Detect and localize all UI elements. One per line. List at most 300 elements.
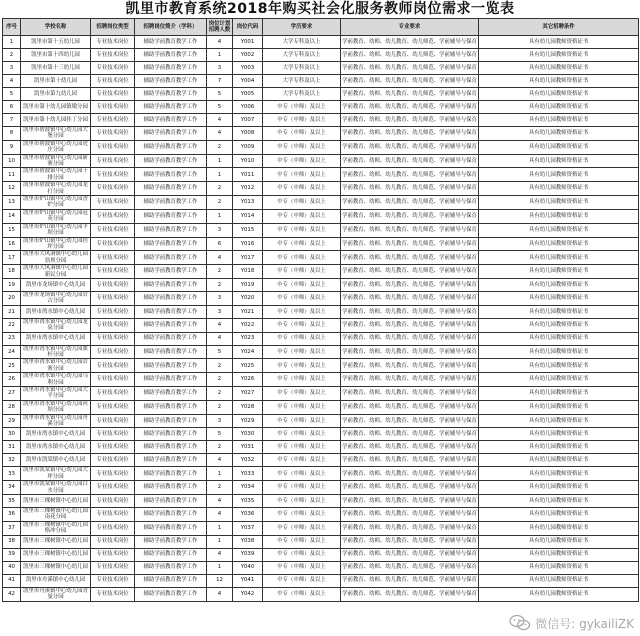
table-row	[3, 49, 639, 62]
cell-school-name: 凯里市湾水镇中心幼儿园乌利分园	[21, 373, 91, 387]
cell-post-brief: 辅助学前教育教学工作	[135, 535, 207, 548]
cell-school-name: 凯里市第十幼儿园挂丁分园	[21, 114, 91, 127]
cell-education: 大学专科及以上	[263, 36, 341, 49]
table-row	[3, 548, 639, 561]
cell-post-code: Y038	[233, 535, 263, 548]
cell-row-index: 30	[3, 428, 21, 441]
cell-other-requirement: 具有幼儿园教师资格证书	[479, 454, 639, 467]
table-row	[3, 88, 639, 101]
cell-education: 中专（中师）及以上	[263, 114, 341, 127]
cell-headcount: 2	[207, 441, 233, 454]
table-row	[3, 209, 639, 223]
table-row	[3, 561, 639, 574]
cell-row-index: 17	[3, 251, 21, 265]
cell-other-requirement: 具有幼儿园教师资格证书	[479, 101, 639, 114]
cell-post-code: Y007	[233, 114, 263, 127]
cell-school-name: 凯里市凯棠镇中心幼儿园大坪分园	[21, 467, 91, 481]
cell-row-index: 15	[3, 223, 21, 237]
cell-row-index: 22	[3, 318, 21, 332]
cell-post-brief: 辅助学前教育教学工作	[135, 318, 207, 332]
cell-school-name: 凯里市湾水镇中心幼儿园	[21, 305, 91, 318]
cell-major: 学前教育、幼师、幼儿教育、幼儿师范、学前辅导与保育	[341, 237, 479, 251]
cell-headcount: 1	[207, 467, 233, 481]
cell-school-name: 凯里市三棵树镇中心幼儿园	[21, 535, 91, 548]
cell-post-code: Y033	[233, 467, 263, 481]
cell-school-name: 凯里市大风洞镇中心幼儿园新民分园	[21, 265, 91, 279]
cell-post-code: Y018	[233, 265, 263, 279]
cell-post-brief: 辅助学前教育教学工作	[135, 441, 207, 454]
cell-post-type: 专业技术岗位	[91, 373, 135, 387]
table-row	[3, 265, 639, 279]
cell-education: 中专（中师）及以上	[263, 140, 341, 154]
cell-headcount: 2	[207, 265, 233, 279]
cell-post-type: 专业技术岗位	[91, 548, 135, 561]
wechat-icon	[509, 614, 531, 632]
cell-post-code: Y017	[233, 251, 263, 265]
cell-headcount: 3	[207, 414, 233, 428]
header-cell-other: 其它招聘条件	[479, 19, 639, 36]
table-row	[3, 414, 639, 428]
cell-major: 学前教育、幼师、幼儿教育、幼儿师范、学前辅导与保育	[341, 88, 479, 101]
cell-row-index: 38	[3, 535, 21, 548]
cell-other-requirement: 具有幼儿园教师资格证书	[479, 414, 639, 428]
cell-post-brief: 辅助学前教育教学工作	[135, 114, 207, 127]
cell-other-requirement: 具有幼儿园教师资格证书	[479, 373, 639, 387]
cell-post-code: Y001	[233, 36, 263, 49]
cell-major: 学前教育、幼师、幼儿教育、幼儿师范、学前辅导与保育	[341, 265, 479, 279]
cell-education: 中专（中师）及以上	[263, 251, 341, 265]
cell-education: 中专（中师）及以上	[263, 441, 341, 454]
cell-other-requirement: 具有幼儿园教师资格证书	[479, 587, 639, 601]
cell-other-requirement: 具有幼儿园教师资格证书	[479, 535, 639, 548]
cell-major: 学前教育、幼师、幼儿教育、幼儿师范、学前辅导与保育	[341, 36, 479, 49]
cell-school-name: 凯里市三棵树镇中心幼儿园格冲分园	[21, 521, 91, 535]
cell-post-type: 专业技术岗位	[91, 454, 135, 467]
cell-post-brief: 辅助学前教育教学工作	[135, 414, 207, 428]
cell-headcount: 2	[207, 387, 233, 401]
cell-education: 中专（中师）及以上	[263, 332, 341, 345]
recruitment-table	[2, 18, 639, 602]
table-row	[3, 508, 639, 522]
cell-post-type: 专业技术岗位	[91, 400, 135, 414]
cell-major: 学前教育、幼师、幼儿教育、幼儿师范、学前辅导与保育	[341, 140, 479, 154]
cell-post-brief: 辅助学前教育教学工作	[135, 62, 207, 75]
cell-row-index: 6	[3, 101, 21, 114]
cell-other-requirement: 具有幼儿园教师资格证书	[479, 428, 639, 441]
cell-row-index: 33	[3, 467, 21, 481]
cell-row-index: 5	[3, 88, 21, 101]
cell-post-code: Y042	[233, 587, 263, 601]
cell-major: 学前教育、幼师、幼儿教育、幼儿师范、学前辅导与保育	[341, 127, 479, 141]
cell-row-index: 35	[3, 495, 21, 508]
cell-post-brief: 辅助学前教育教学工作	[135, 36, 207, 49]
cell-headcount: 5	[207, 88, 233, 101]
cell-other-requirement: 具有幼儿园教师资格证书	[479, 127, 639, 141]
cell-post-brief: 辅助学前教育教学工作	[135, 101, 207, 114]
cell-education: 中专（中师）及以上	[263, 265, 341, 279]
cell-major: 学前教育、幼师、幼儿教育、幼儿师范、学前辅导与保育	[341, 587, 479, 601]
cell-headcount: 4	[207, 318, 233, 332]
cell-other-requirement: 具有幼儿园教师资格证书	[479, 359, 639, 373]
cell-school-name: 凯里市第十四幼儿园	[21, 49, 91, 62]
cell-other-requirement: 具有幼儿园教师资格证书	[479, 182, 639, 196]
cell-post-code: Y019	[233, 278, 263, 291]
cell-headcount: 4	[207, 548, 233, 561]
cell-post-type: 专业技术岗位	[91, 414, 135, 428]
cell-post-brief: 辅助学前教育教学工作	[135, 548, 207, 561]
cell-major: 学前教育、幼师、幼儿教育、幼儿师范、学前辅导与保育	[341, 467, 479, 481]
cell-school-name: 凯里市碧波镇中心幼儿园干排分园	[21, 168, 91, 182]
cell-major: 学前教育、幼师、幼儿教育、幼儿师范、学前辅导与保育	[341, 114, 479, 127]
cell-post-type: 专业技术岗位	[91, 251, 135, 265]
cell-other-requirement: 具有幼儿园教师资格证书	[479, 548, 639, 561]
cell-post-code: Y003	[233, 62, 263, 75]
cell-education: 中专（中师）及以上	[263, 454, 341, 467]
cell-education: 中专（中师）及以上	[263, 521, 341, 535]
cell-education: 中专（中师）及以上	[263, 168, 341, 182]
cell-post-code: Y034	[233, 481, 263, 495]
cell-post-code: Y006	[233, 101, 263, 114]
cell-major: 学前教育、幼师、幼儿教育、幼儿师范、学前辅导与保育	[341, 535, 479, 548]
table-row	[3, 495, 639, 508]
cell-other-requirement: 具有幼儿园教师资格证书	[479, 400, 639, 414]
table-row	[3, 587, 639, 601]
cell-education: 中专（中师）及以上	[263, 495, 341, 508]
cell-post-code: Y036	[233, 508, 263, 522]
cell-post-brief: 辅助学前教育教学工作	[135, 127, 207, 141]
cell-post-type: 专业技术岗位	[91, 49, 135, 62]
cell-row-index: 39	[3, 548, 21, 561]
cell-post-brief: 辅助学前教育教学工作	[135, 587, 207, 601]
cell-post-type: 专业技术岗位	[91, 237, 135, 251]
cell-major: 学前教育、幼师、幼儿教育、幼儿师范、学前辅导与保育	[341, 291, 479, 305]
cell-post-type: 专业技术岗位	[91, 209, 135, 223]
cell-post-type: 专业技术岗位	[91, 561, 135, 574]
table-row	[3, 535, 639, 548]
cell-school-name: 凯里市湾水镇中心幼儿园	[21, 428, 91, 441]
cell-major: 学前教育、幼师、幼儿教育、幼儿师范、学前辅导与保育	[341, 495, 479, 508]
cell-headcount: 3	[207, 291, 233, 305]
cell-education: 中专（中师）及以上	[263, 508, 341, 522]
cell-post-code: Y041	[233, 574, 263, 587]
cell-post-type: 专业技术岗位	[91, 114, 135, 127]
cell-major: 学前教育、幼师、幼儿教育、幼儿师范、学前辅导与保育	[341, 332, 479, 345]
cell-major: 学前教育、幼师、幼儿教育、幼儿师范、学前辅导与保育	[341, 508, 479, 522]
cell-other-requirement: 具有幼儿园教师资格证书	[479, 291, 639, 305]
cell-headcount: 6	[207, 237, 233, 251]
cell-post-code: Y023	[233, 332, 263, 345]
cell-headcount: 2	[207, 481, 233, 495]
cell-post-type: 专业技术岗位	[91, 223, 135, 237]
cell-post-code: Y025	[233, 359, 263, 373]
cell-row-index: 8	[3, 127, 21, 141]
cell-post-type: 专业技术岗位	[91, 101, 135, 114]
cell-row-index: 28	[3, 400, 21, 414]
watermark	[509, 614, 634, 632]
cell-post-code: Y030	[233, 428, 263, 441]
cell-row-index: 4	[3, 75, 21, 88]
cell-school-name: 凯里市三棵树镇中心幼儿园	[21, 495, 91, 508]
cell-education: 中专（中师）及以上	[263, 154, 341, 168]
cell-post-code: Y031	[233, 441, 263, 454]
cell-post-type: 专业技术岗位	[91, 75, 135, 88]
cell-post-type: 专业技术岗位	[91, 467, 135, 481]
cell-school-name: 凯里市湾水镇中心幼儿园河坝分园	[21, 400, 91, 414]
cell-major: 学前教育、幼师、幼儿教育、幼儿师范、学前辅导与保育	[341, 561, 479, 574]
cell-headcount: 2	[207, 359, 233, 373]
cell-headcount: 1	[207, 154, 233, 168]
cell-school-name: 凯里市三棵树镇中心幼儿园南花分园	[21, 508, 91, 522]
cell-row-index: 3	[3, 62, 21, 75]
cell-education: 中专（中师）及以上	[263, 305, 341, 318]
cell-post-type: 专业技术岗位	[91, 481, 135, 495]
cell-other-requirement: 具有幼儿园教师资格证书	[479, 332, 639, 345]
cell-other-requirement: 具有幼儿园教师资格证书	[479, 561, 639, 574]
cell-post-brief: 辅助学前教育教学工作	[135, 251, 207, 265]
cell-post-type: 专业技术岗位	[91, 318, 135, 332]
cell-post-code: Y020	[233, 291, 263, 305]
cell-school-name: 凯里市湾水镇中心幼儿园	[21, 441, 91, 454]
cell-post-type: 专业技术岗位	[91, 587, 135, 601]
cell-post-code: Y012	[233, 182, 263, 196]
cell-other-requirement: 具有幼儿园教师资格证书	[479, 36, 639, 49]
cell-school-name: 凯里市碧波镇中心幼儿园大堡分园	[21, 127, 91, 141]
cell-major: 学前教育、幼师、幼儿教育、幼儿师范、学前辅导与保育	[341, 182, 479, 196]
cell-other-requirement: 具有幼儿园教师资格证书	[479, 251, 639, 265]
cell-row-index: 42	[3, 587, 21, 601]
cell-row-index: 23	[3, 332, 21, 345]
header-cell-education: 学历要求	[263, 19, 341, 36]
cell-school-name: 凯里市大风洞镇中心幼儿园翁坝分园	[21, 251, 91, 265]
cell-post-brief: 辅助学前教育教学工作	[135, 196, 207, 210]
cell-school-name: 凯里市炉山镇中心幼儿园冠英分园	[21, 209, 91, 223]
table-row	[3, 441, 639, 454]
cell-major: 学前教育、幼师、幼儿教育、幼儿师范、学前辅导与保育	[341, 251, 479, 265]
cell-post-brief: 辅助学前教育教学工作	[135, 561, 207, 574]
table-row	[3, 75, 639, 88]
cell-other-requirement: 具有幼儿园教师资格证书	[479, 88, 639, 101]
cell-post-code: Y011	[233, 168, 263, 182]
cell-major: 学前教育、幼师、幼儿教育、幼儿师范、学前辅导与保育	[341, 168, 479, 182]
table-row	[3, 467, 639, 481]
cell-post-brief: 辅助学前教育教学工作	[135, 168, 207, 182]
cell-education: 中专（中师）及以上	[263, 373, 341, 387]
cell-post-type: 专业技术岗位	[91, 508, 135, 522]
cell-post-code: Y040	[233, 561, 263, 574]
cell-other-requirement: 具有幼儿园教师资格证书	[479, 441, 639, 454]
cell-post-brief: 辅助学前教育教学工作	[135, 467, 207, 481]
cell-post-brief: 辅助学前教育教学工作	[135, 291, 207, 305]
cell-post-brief: 辅助学前教育教学工作	[135, 88, 207, 101]
cell-headcount: 3	[207, 223, 233, 237]
header-cell-major: 专业要求	[341, 19, 479, 36]
cell-post-type: 专业技术岗位	[91, 196, 135, 210]
cell-headcount: 2	[207, 196, 233, 210]
cell-post-brief: 辅助学前教育教学工作	[135, 373, 207, 387]
cell-school-name: 凯里市第十三幼儿园	[21, 62, 91, 75]
cell-post-type: 专业技术岗位	[91, 154, 135, 168]
table-row	[3, 223, 639, 237]
cell-major: 学前教育、幼师、幼儿教育、幼儿师范、学前辅导与保育	[341, 548, 479, 561]
cell-major: 学前教育、幼师、幼儿教育、幼儿师范、学前辅导与保育	[341, 441, 479, 454]
cell-post-brief: 辅助学前教育教学工作	[135, 400, 207, 414]
cell-major: 学前教育、幼师、幼儿教育、幼儿师范、学前辅导与保育	[341, 481, 479, 495]
table-row	[3, 251, 639, 265]
cell-education: 中专（中师）及以上	[263, 587, 341, 601]
cell-other-requirement: 具有幼儿园教师资格证书	[479, 62, 639, 75]
table-row	[3, 237, 639, 251]
cell-major: 学前教育、幼师、幼儿教育、幼儿师范、学前辅导与保育	[341, 101, 479, 114]
cell-education: 中专（中师）及以上	[263, 223, 341, 237]
cell-post-code: Y022	[233, 318, 263, 332]
cell-education: 中专（中师）及以上	[263, 535, 341, 548]
cell-row-index: 12	[3, 182, 21, 196]
header-cell-post-code: 岗位代码	[233, 19, 263, 36]
cell-major: 学前教育、幼师、幼儿教育、幼儿师范、学前辅导与保育	[341, 414, 479, 428]
cell-major: 学前教育、幼师、幼儿教育、幼儿师范、学前辅导与保育	[341, 428, 479, 441]
cell-school-name: 凯里市湾水镇中心幼儿园龙泉分园	[21, 318, 91, 332]
cell-headcount: 1	[207, 521, 233, 535]
cell-post-code: Y005	[233, 88, 263, 101]
table-row	[3, 521, 639, 535]
cell-post-type: 专业技术岗位	[91, 265, 135, 279]
cell-school-name: 凯里市碧波镇中心幼儿园虎庄分园	[21, 140, 91, 154]
cell-headcount: 4	[207, 587, 233, 601]
cell-post-brief: 辅助学前教育教学工作	[135, 481, 207, 495]
cell-education: 大学专科及以上	[263, 62, 341, 75]
cell-headcount: 4	[207, 508, 233, 522]
cell-headcount: 5	[207, 428, 233, 441]
cell-headcount: 2	[207, 278, 233, 291]
cell-post-brief: 辅助学前教育教学工作	[135, 495, 207, 508]
cell-other-requirement: 具有幼儿园教师资格证书	[479, 481, 639, 495]
cell-headcount: 2	[207, 140, 233, 154]
cell-row-index: 36	[3, 508, 21, 522]
cell-headcount: 5	[207, 345, 233, 359]
cell-school-name: 凯里市三棵树镇中心幼儿园	[21, 548, 91, 561]
cell-headcount: 4	[207, 454, 233, 467]
cell-post-code: Y002	[233, 49, 263, 62]
cell-post-type: 专业技术岗位	[91, 182, 135, 196]
cell-major: 学前教育、幼师、幼儿教育、幼儿师范、学前辅导与保育	[341, 345, 479, 359]
cell-other-requirement: 具有幼儿园教师资格证书	[479, 75, 639, 88]
watermark-text: 微信号: gykailiZK	[535, 616, 634, 631]
cell-headcount: 3	[207, 305, 233, 318]
table-row	[3, 62, 639, 75]
table-row	[3, 387, 639, 401]
cell-major: 学前教育、幼师、幼儿教育、幼儿师范、学前辅导与保育	[341, 318, 479, 332]
cell-other-requirement: 具有幼儿园教师资格证书	[479, 265, 639, 279]
cell-row-index: 18	[3, 265, 21, 279]
cell-major: 学前教育、幼师、幼儿教育、幼儿师范、学前辅导与保育	[341, 75, 479, 88]
cell-school-name: 凯里市三棵树镇中心幼儿园	[21, 561, 91, 574]
cell-row-index: 11	[3, 168, 21, 182]
cell-other-requirement: 具有幼儿园教师资格证书	[479, 305, 639, 318]
cell-other-requirement: 具有幼儿园教师资格证书	[479, 168, 639, 182]
cell-headcount: 4	[207, 36, 233, 49]
cell-post-brief: 辅助学前教育教学工作	[135, 209, 207, 223]
table-row	[3, 114, 639, 127]
cell-headcount: 7	[207, 75, 233, 88]
cell-row-index: 31	[3, 441, 21, 454]
cell-other-requirement: 具有幼儿园教师资格证书	[479, 209, 639, 223]
cell-education: 中专（中师）及以上	[263, 209, 341, 223]
cell-education: 中专（中师）及以上	[263, 359, 341, 373]
header-cell-school: 学校名称	[21, 19, 91, 36]
cell-post-code: Y026	[233, 373, 263, 387]
cell-post-code: Y009	[233, 140, 263, 154]
cell-post-code: Y035	[233, 495, 263, 508]
cell-major: 学前教育、幼师、幼儿教育、幼儿师范、学前辅导与保育	[341, 223, 479, 237]
cell-row-index: 16	[3, 237, 21, 251]
cell-post-brief: 辅助学前教育教学工作	[135, 154, 207, 168]
cell-other-requirement: 具有幼儿园教师资格证书	[479, 345, 639, 359]
cell-row-index: 20	[3, 291, 21, 305]
cell-school-name: 凯里市凯棠镇中心幼儿园白水分园	[21, 481, 91, 495]
cell-post-brief: 辅助学前教育教学工作	[135, 49, 207, 62]
cell-school-name: 凯里市炉山镇中心幼儿园平坝分园	[21, 223, 91, 237]
cell-school-name: 凯里市炉山镇中心幼儿园挂坪分园	[21, 237, 91, 251]
cell-education: 中专（中师）及以上	[263, 291, 341, 305]
cell-school-name: 凯里市第九幼儿园	[21, 88, 91, 101]
cell-row-index: 1	[3, 36, 21, 49]
cell-post-code: Y027	[233, 387, 263, 401]
cell-post-code: Y015	[233, 223, 263, 237]
cell-row-index: 40	[3, 561, 21, 574]
cell-post-code: Y029	[233, 414, 263, 428]
cell-education: 大学专科及以上	[263, 49, 341, 62]
cell-education: 中专（中师）及以上	[263, 182, 341, 196]
cell-post-brief: 辅助学前教育教学工作	[135, 508, 207, 522]
table-row	[3, 332, 639, 345]
cell-post-brief: 辅助学前教育教学工作	[135, 454, 207, 467]
cell-major: 学前教育、幼师、幼儿教育、幼儿师范、学前辅导与保育	[341, 62, 479, 75]
cell-major: 学前教育、幼师、幼儿教育、幼儿师范、学前辅导与保育	[341, 373, 479, 387]
cell-post-code: Y028	[233, 400, 263, 414]
cell-post-brief: 辅助学前教育教学工作	[135, 237, 207, 251]
cell-post-code: Y013	[233, 196, 263, 210]
cell-post-type: 专业技术岗位	[91, 535, 135, 548]
header-cell-index: 序号	[3, 19, 21, 36]
cell-major: 学前教育、幼师、幼儿教育、幼儿师范、学前辅导与保育	[341, 400, 479, 414]
cell-headcount: 1	[207, 535, 233, 548]
table-row	[3, 182, 639, 196]
cell-headcount: 2	[207, 373, 233, 387]
cell-headcount: 12	[207, 574, 233, 587]
cell-headcount: 4	[207, 251, 233, 265]
cell-other-requirement: 具有幼儿园教师资格证书	[479, 196, 639, 210]
cell-other-requirement: 具有幼儿园教师资格证书	[479, 521, 639, 535]
cell-school-name: 凯里市第十五幼儿园	[21, 36, 91, 49]
cell-major: 学前教育、幼师、幼儿教育、幼儿师范、学前辅导与保育	[341, 154, 479, 168]
cell-post-type: 专业技术岗位	[91, 88, 135, 101]
cell-school-name: 凯里市湾水镇中心幼儿园旗杆分园	[21, 345, 91, 359]
table-row	[3, 196, 639, 210]
cell-school-name: 凯里市湾水镇中心幼儿园岩寨分园	[21, 359, 91, 373]
cell-post-type: 专业技术岗位	[91, 62, 135, 75]
table-row	[3, 291, 639, 305]
table-row	[3, 574, 639, 587]
cell-row-index: 41	[3, 574, 21, 587]
cell-post-type: 专业技术岗位	[91, 345, 135, 359]
cell-row-index: 21	[3, 305, 21, 318]
cell-post-type: 专业技术岗位	[91, 278, 135, 291]
table-row	[3, 373, 639, 387]
cell-other-requirement: 具有幼儿园教师资格证书	[479, 237, 639, 251]
cell-school-name: 凯里市湾水镇中心幼儿园舟溪分园	[21, 414, 91, 428]
table-row	[3, 127, 639, 141]
cell-major: 学前教育、幼师、幼儿教育、幼儿师范、学前辅导与保育	[341, 454, 479, 467]
